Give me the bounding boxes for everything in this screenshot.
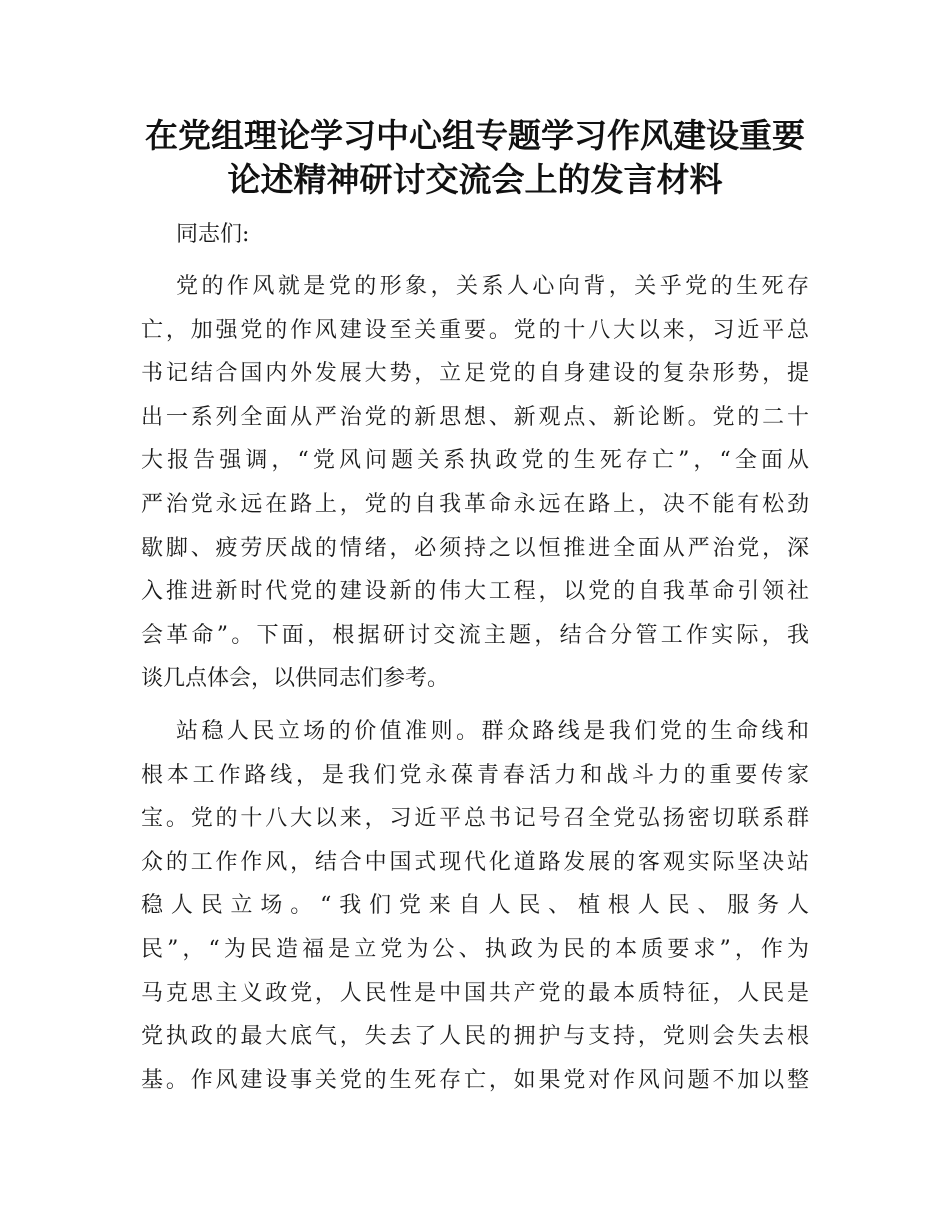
paragraph-line: 严治党永远在路上，党的自我革命永远在路上，决不能有松劲 <box>141 491 809 517</box>
paragraph-line: 书记结合国内外发展大势，立足党的自身建设的复杂形势，提 <box>141 361 809 387</box>
document-title-line-1: 在党组理论学习中心组专题学习作风建设重要 <box>145 116 805 155</box>
document-title-line-2: 论述精神研讨交流会上的发言材料 <box>227 160 723 199</box>
paragraph-line: 歇脚、疲劳厌战的情绪，必须持之以恒推进全面从严治党，深 <box>141 535 809 561</box>
paragraph-line: 会革命”。下面，根据研讨交流主题，结合分管工作实际，我 <box>141 622 809 648</box>
paragraph-line: 入推进新时代党的建设新的伟大工程，以党的自我革命引领社 <box>141 579 809 605</box>
greeting: 同志们: <box>176 222 250 247</box>
paragraph-1 <box>141 265 809 701</box>
paragraph-line: 站稳人民立场的价值准则。群众路线是我们党的生命线和 <box>176 719 809 744</box>
paragraph-2 <box>141 710 809 1102</box>
paragraph-line: 谈几点体会，以供同志们参考。 <box>141 666 450 692</box>
paragraph-line: 基。作风建设事关党的生死存亡，如果党对作风问题不加以整 <box>141 1067 809 1093</box>
paragraph-line: 党执政的最大底气，失去了人民的拥护与支持，党则会失去根 <box>141 1024 809 1050</box>
paragraph-line: 众的工作作风，结合中国式现代化道路发展的客观实际坚决站 <box>141 849 809 875</box>
paragraph-line: 宝。党的十八大以来，习近平总书记号召全党弘扬密切联系群 <box>141 806 809 832</box>
paragraph-line: 民”，“为民造福是立党为公、执政为民的本质要求”，作为 <box>141 936 809 962</box>
paragraph-line: 党的作风就是党的形象，关系人心向背，关乎党的生死存 <box>176 274 809 299</box>
paragraph-line: 马克思主义政党，人民性是中国共产党的最本质特征，人民是 <box>141 980 809 1006</box>
paragraph-line: 大报告强调，“党风问题关系执政党的生死存亡”，“全面从 <box>141 448 809 474</box>
paragraph-line: 亡，加强党的作风建设至关重要。党的十八大以来，习近平总 <box>141 317 809 343</box>
paragraph-line: 出一系列全面从严治党的新思想、新观点、新论断。党的二十 <box>141 404 809 430</box>
paragraph-line: 稳人民立场。“我们党来自人民、植根人民、服务人 <box>141 893 809 919</box>
paragraph-line: 根本工作路线，是我们党永葆青春活力和战斗力的重要传家 <box>141 762 809 788</box>
